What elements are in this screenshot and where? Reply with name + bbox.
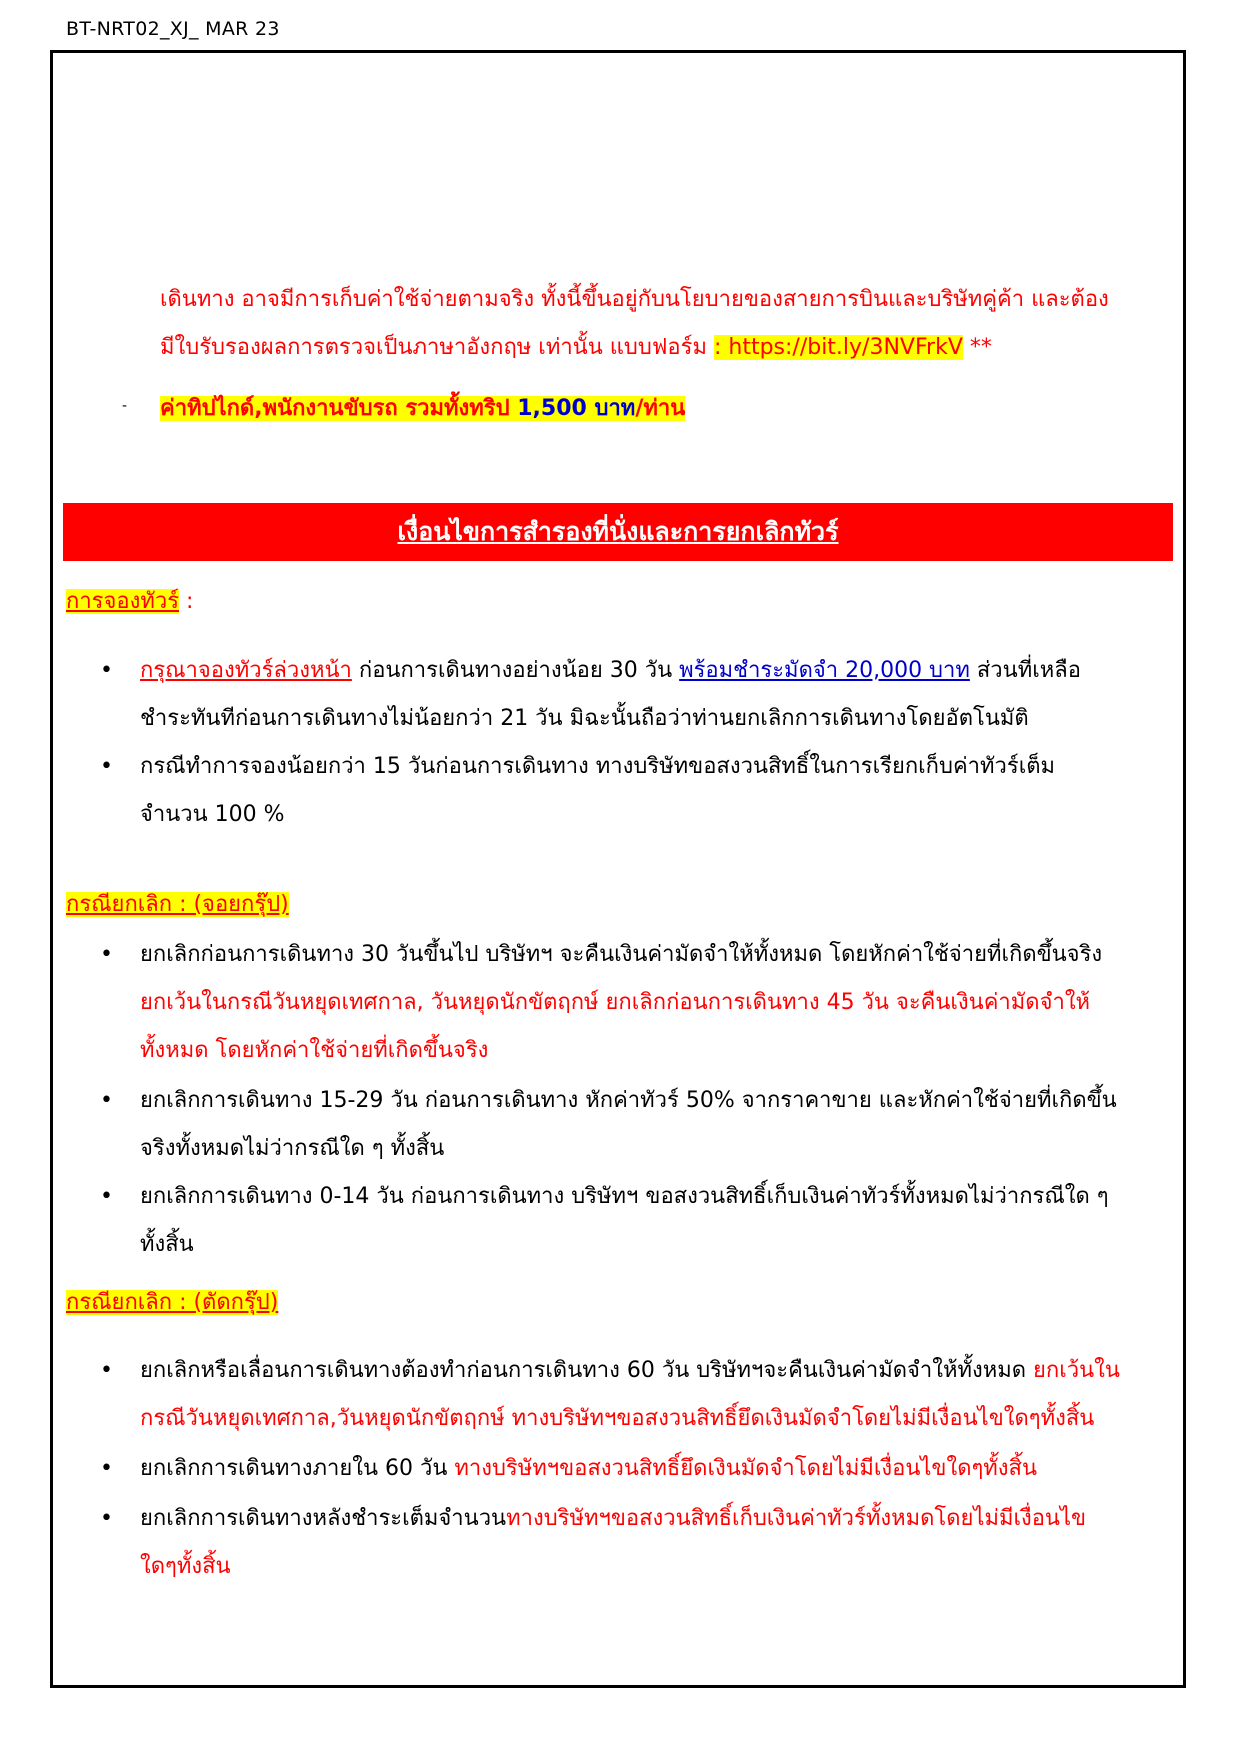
cancel-private-bullet-1-line-2: กรณีวันหยุดเทศกาล,วันหยุดนักขัตฤกษ์ ทางบริษัทฯขอสงวนสิทธิ์ยึดเงินมัดจำโดยไม่มีเงื่อนไขใดๆทั้งสิ้น xyxy=(140,1406,1095,1431)
tip-text: ค่าทิปไกด์,พนักงานขับรถ รวมทั้งทริป xyxy=(160,396,510,421)
cancel-group-bullet-2-line-2: จริงทั้งหมดไม่ว่ากรณีใด ๆ ทั้งสิ้น xyxy=(140,1136,445,1161)
booking-bullet-1-line-1: กรุณาจองทัวร์ล่วงหน้า ก่อนการเดินทางอย่างน้อย 30 วัน พร้อมชำระมัดจำ 20,000 บาท ส่วนที่เหลือ xyxy=(140,658,1081,683)
cancel-group-bullet-1-line-2: ยกเว้นในกรณีวันหยุดเทศกาล, วันหยุดนักขัตฤกษ์ ยกเลิกก่อนการเดินทาง 45 วัน จะคืนเงินค่ามัดจำให้ xyxy=(140,990,1091,1015)
bullet-icon: • xyxy=(100,1184,113,1209)
tip-amount: 1,500 บาท xyxy=(517,396,636,421)
cancel-group-bullet-2-line-1: ยกเลิกการเดินทาง 15-29 วัน ก่อนการเดินทาง หักค่าทัวร์ 50% จากราคาขาย และหักค่าใช้จ่ายที่เกิดขึ้น xyxy=(140,1088,1117,1113)
dash-marker: - xyxy=(122,398,128,414)
bullet-icon: • xyxy=(100,942,113,967)
form-link[interactable]: : https://bit.ly/3NVFrkV xyxy=(713,335,963,360)
cancel-group-bullet-1-line-1: ยกเลิกก่อนการเดินทาง 30 วันขึ้นไป บริษัทฯ จะคืนเงินค่ามัดจำให้ทั้งหมด โดยหักค่าใช้จ่ายที่เกิดขึ้นจริง xyxy=(140,942,1103,967)
booking-bullet-2-line-2: จำนวน 100 % xyxy=(140,802,285,827)
booking-bullet-1-line-2: ชำระทันทีก่อนการเดินทางไม่น้อยกว่า 21 วัน มิฉะนั้นถือว่าท่านยกเลิกการเดินทางโดยอัตโนมัติ xyxy=(140,706,1029,731)
cancel-private-bullet-1-line-1: ยกเลิกหรือเลื่อนการเดินทางต้องทำก่อนการเดินทาง 60 วัน บริษัทฯจะคืนเงินค่ามัดจำให้ทั้งหมด ยกเว้นใน xyxy=(140,1358,1120,1383)
cancel-private-bullet-3-line-1: ยกเลิกการเดินทางหลังชำระเต็มจำนวนทางบริษัทฯขอสงวนสิทธิ์เก็บเงินค่าทัวร์ทั้งหมดโดยไม่มีเงื่อนไข xyxy=(140,1506,1087,1531)
note-line-2-tail: ** xyxy=(969,335,992,360)
bullet-icon: • xyxy=(100,754,113,779)
booking-heading-text: การจองทัวร์ xyxy=(66,589,180,614)
cancel-private-bullet-3-line-2: ใดๆทั้งสิ้น xyxy=(140,1554,231,1579)
cancel-group-bullet-3-line-2: ทั้งสิ้น xyxy=(140,1232,194,1257)
note-line-1: เดินทาง อาจมีการเก็บค่าใช้จ่ายตามจริง ทั้งนี้ขึ้นอยู่กับนโยบายของสายการบินและบริษัทคู่ค้า และต้อง xyxy=(160,287,1109,312)
bullet-icon: • xyxy=(100,1358,113,1383)
bullet-icon: • xyxy=(100,1506,113,1531)
cancel-group-bullet-3-line-1: ยกเลิกการเดินทาง 0-14 วัน ก่อนการเดินทาง บริษัทฯ ขอสงวนสิทธิ์เก็บเงินค่าทัวร์ทั้งหมดไม่ว่ากรณีใด ๆ xyxy=(140,1184,1109,1209)
booking-heading: การจองทัวร์ : xyxy=(66,589,194,614)
note-line-2 xyxy=(160,333,992,363)
bullet-icon: • xyxy=(100,1088,113,1113)
book-advance-text: กรุณาจองทัวร์ล่วงหน้า xyxy=(140,658,352,683)
cancel-private-heading: กรณียกเลิก : (ตัดกรุ๊ป) xyxy=(66,1290,279,1315)
deposit-text: พร้อมชำระมัดจำ 20,000 บาท xyxy=(679,658,970,683)
note-line-2-text: มีใบรับรองผลการตรวจเป็นภาษาอังกฤษ เท่านั้น แบบฟอร์ม xyxy=(160,335,707,360)
tip-line xyxy=(160,394,685,424)
document-code: BT-NRT02_XJ_ MAR 23 xyxy=(66,18,280,40)
bullet-icon: • xyxy=(100,658,113,683)
conditions-banner: เงื่อนไขการสำรองที่นั่งและการยกเลิกทัวร์ xyxy=(63,503,1173,561)
booking-bullet-2-line-1: กรณีทำการจองน้อยกว่า 15 วันก่อนการเดินทาง ทางบริษัทขอสงวนสิทธิ์ในการเรียกเก็บค่าทัวร์เต็ม xyxy=(140,754,1056,779)
cancel-private-bullet-2: ยกเลิกการเดินทางภายใน 60 วัน ทางบริษัทฯขอสงวนสิทธิ์ยึดเงินมัดจำโดยไม่มีเงื่อนไขใดๆทั้งสิ้น xyxy=(140,1456,1038,1481)
bullet-icon: • xyxy=(100,1456,113,1481)
cancel-group-heading: กรณียกเลิก : (จอยกรุ๊ป) xyxy=(66,892,289,917)
cancel-group-bullet-1-line-3: ทั้งหมด โดยหักค่าใช้จ่ายที่เกิดขึ้นจริง xyxy=(140,1038,489,1063)
tip-per: /ท่าน xyxy=(635,396,686,421)
